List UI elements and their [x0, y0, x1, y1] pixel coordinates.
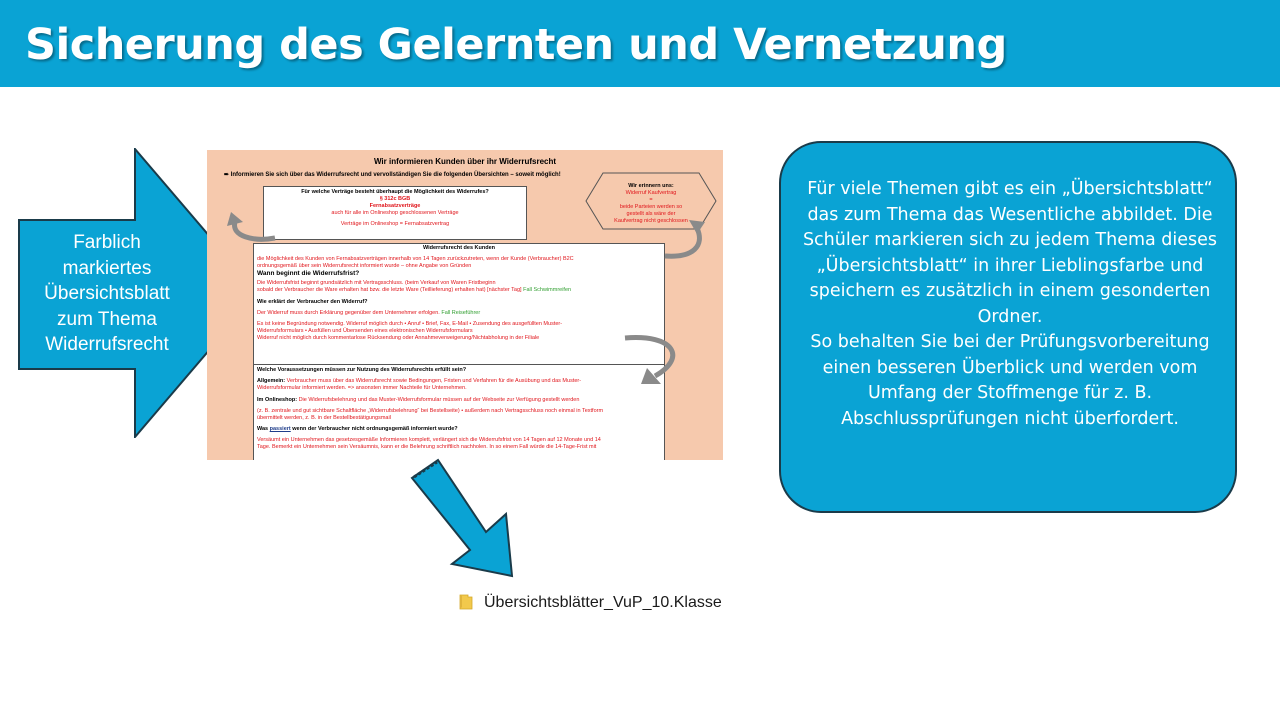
law-name: Fernabsatzverträge — [369, 203, 421, 209]
box-line: übermittelt werden, z. B. in der Bestellbestätigungsmail — [257, 415, 391, 421]
case-label: Fall Reiseführer — [441, 310, 481, 316]
curved-arrow-icon — [659, 216, 711, 266]
curved-arrow-icon — [225, 208, 285, 248]
worksheet-title: Wir informieren Kunden über ihr Widerrufsrecht — [373, 157, 557, 166]
reminder-line: gestellt als wäre der — [626, 211, 676, 217]
reminder-title: Wir erinnern uns: — [628, 183, 674, 189]
reminder-line: beide Parteien werden so — [619, 204, 683, 210]
box-question: Was — [257, 426, 269, 432]
callout-text: Für viele Themen gibt es ein „Übersichtsblatt“ das zum Thema das Wesentliche abbildet. Die Schüler markieren sich zu jedem Thema dieses „Übersichtsblatt“ in ihrer Lieblingsfarbe und speichern es zusätzlich in einem gesonderten Ordner. So behalten Sie bei der Prüfungsvorbereitung einen besseren Überblick und werden vom Umfang der Stoffmenge für z. B. Abschlussprüfungen nicht überfordert. — [802, 179, 1218, 429]
box-heading: Widerrufsrecht des Kunden — [422, 245, 496, 251]
box-line: Der Widerruf muss durch Erklärung gegenüber dem Unternehmer erfolgen. — [257, 310, 440, 316]
box-line: Es ist keine Begründung notwendig. Widerruf möglich durch • Anruf • Brief, Fax, E-Mail • Zusendung des ausgefüllten Muster- — [257, 321, 563, 327]
arrow-caption-line: Widerrufsrecht — [45, 334, 169, 355]
box-question-link: passiert — [269, 426, 291, 432]
reminder-line: Kaufvertrag nicht geschlossen — [614, 218, 688, 224]
info-callout — [779, 141, 1237, 513]
slide-title: Sicherung des Gelernten und Vernetzung — [25, 20, 1007, 70]
down-arrow-shape — [400, 456, 525, 581]
box-question: Wann beginnt die Widerrufsfrist? — [257, 270, 360, 277]
reminder-line: = — [649, 197, 653, 203]
box-line: Widerruf nicht möglich durch kommentarlose Rücksendung oder Annahmeverweigerung/Nichtabholung in der Filiale — [257, 335, 540, 341]
case-label: Fall Schwimmreifen — [523, 287, 572, 293]
folder-label: Übersichtsblätter_VuP_10.Klasse — [484, 594, 722, 611]
curved-arrow-icon — [605, 328, 689, 388]
arrow-caption — [24, 230, 190, 358]
worksheet-box-requirements — [253, 364, 665, 460]
box-line: (z. B. zentrale und gut sichtbare Schaltfläche „Widerrufsbelehrung“ bei Bestellseite) • außerdem nach Vertragsschluss noch einmal in Textform — [257, 408, 604, 414]
box-line: Verbraucher muss über das Widerrufsrecht sowie Bedingungen, Fristen und Verfahren für die Ausübung und das Muster- — [286, 378, 582, 384]
box-line: Verträge im Onlineshop = Fernabsatzvertrag — [340, 221, 450, 227]
law-reference: § 312c BGB — [379, 196, 411, 202]
box-line: Widerrufsformulars • Ausfüllen und Übersenden eines elektronischen Widerrufsformulars — [257, 328, 473, 334]
box-heading: Welche Voraussetzungen müssen zur Nutzung des Widerrufsrechts erfüllt sein? — [257, 367, 467, 373]
arrow-caption-line: markiertes — [62, 257, 152, 279]
box-line: Widerrufsformular informiert werden. => ansonsten immer Nachteile für Unternehmen. — [257, 385, 467, 391]
box-question: Für welche Verträge besteht überhaupt die Möglichkeit des Widerrufes? — [301, 189, 489, 195]
worksheet-box-withdrawal — [253, 243, 665, 365]
box-label: Allgemein: — [257, 378, 286, 384]
box-question: Wie erklärt der Verbraucher den Widerruf? — [257, 299, 368, 305]
folder-icon — [456, 593, 473, 610]
arrow-caption-line: Übersichtsblatt — [44, 283, 170, 304]
box-line: Tage. Bemerkt ein Unternehmen sein Versäumnis, kann er die Belehrung schriftlich nachholen. In so einem Fall würde die 14-Tage-Frist mit — [257, 444, 597, 450]
arrow-caption-line: zum Thema — [57, 308, 157, 330]
worksheet-box-contracts — [263, 186, 527, 240]
box-question: wenn der Verbraucher nicht ordnungsgemäß informiert wurde? — [292, 426, 458, 432]
box-line: Versäumt ein Unternehmen das gesetzesgemäße Informieren komplett, verlängert sich die Widerrufsfrist von 14 Tagen auf 12 Monate und 14 — [257, 437, 601, 443]
worksheet-thumbnail — [207, 150, 723, 460]
box-line: Die Widerrufsbelehrung und das Muster-Widerrufsformular müssen auf der Webseite zur Verfügung gestellt werden — [298, 397, 580, 403]
arrow-caption-line: Farblich — [73, 232, 141, 253]
box-label: Im Onlineshop: — [257, 397, 298, 403]
box-line: auch für alle im Onlineshop geschlossenen Verträge — [331, 210, 459, 216]
box-line: Die Widerrufsfrist beginnt grundsätzlich mit Vertragsschluss. (beim Verkauf von Waren Fristbeginn — [257, 280, 496, 286]
reminder-line: Widerruf Kaufvertrag — [625, 190, 677, 196]
box-line: sobald der Verbraucher die Ware erhalten hat bzw. die letzte Ware (Teillieferung) erhalten hat) [nächster Tag] — [257, 287, 522, 293]
worksheet-subtitle: ➨ Informieren Sie sich über das Widerrufsrecht und vervollständigen Sie die folgenden Übersichten – soweit möglich! — [224, 172, 561, 178]
box-line: die Möglichkeit des Kunden von Fernabsatzverträgen innerhalb von 14 Tagen zurückzutreten, wenn der Kunde (Verbraucher) B2C — [257, 256, 574, 262]
box-line: ordnungsgemäß über sein Widerrufsrecht informiert wurde – ohne Angabe von Gründen — [257, 263, 472, 269]
